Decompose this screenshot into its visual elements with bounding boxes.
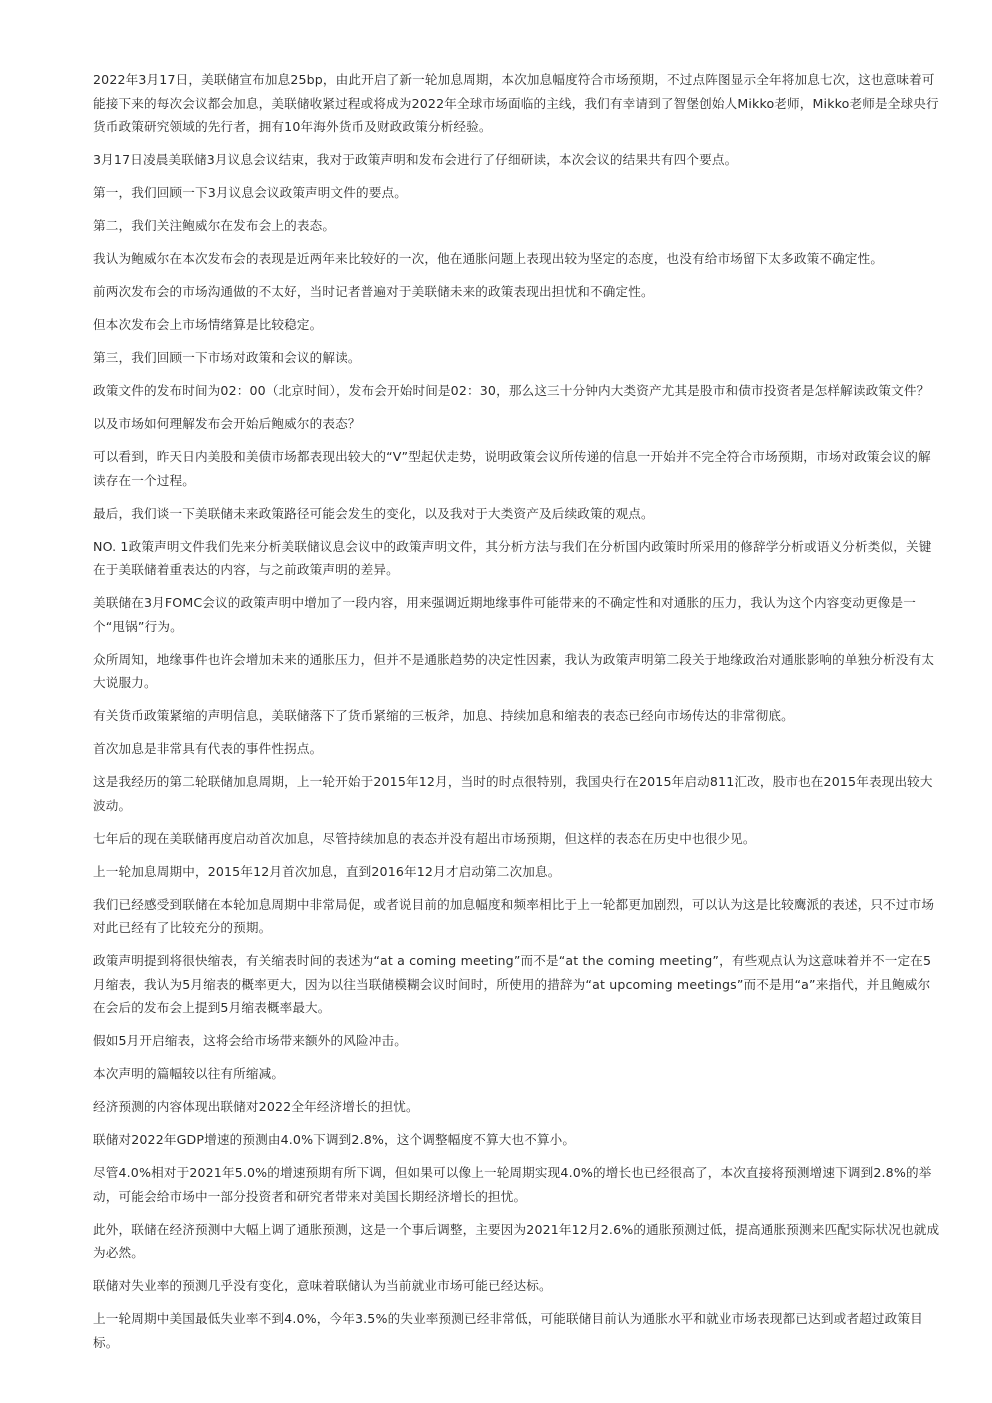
paragraph: 我认为鲍威尔在本次发布会的表现是近两年来比较好的一次，他在通胀问题上表现出较为坚定的态度，也没有给市场留下太多政策不确定性。 xyxy=(93,251,884,266)
paragraph: 最后，我们谈一下美联储未来政策路径可能会发生的变化，以及我对于大类资产及后续政策的观点。 xyxy=(93,505,654,521)
paragraph: 此外，联储在经济预测中大幅上调了通胀预测，这是一个事后调整，主要因为2021年12月2.6%的通胀预测过低，提高通胀预测来匹配实际状况也就成为必然。 xyxy=(93,1221,940,1260)
paragraph: 尽管4.0%相对于2021年5.0%的增速预期有所下调，但如果可以像上一轮周期实现4.0%的增长也已经很高了，本次直接将预测增速下调到2.8%的举动，可能会给市场中一部分投资者和研究者带来对美国长期经济增长的担忧。 xyxy=(93,1165,932,1204)
paragraph: 政策声明提到将很快缩表，有关缩表时间的表述为“at a coming meeting”而不是“at the coming meeting”，有些观点认为这意味着并不一定在5月缩表，我认为5月缩表的概率更大，因为以往当联储模糊会议时间时，所使用的措辞为“at upcoming meetings”而不是用“a”来指代，并且鲍威尔在会后的发布会上提到5月缩表概率最大。 xyxy=(93,953,932,1015)
paragraph: 3月17日凌晨美联储3月议息会议结束，我对于政策声明和发布会进行了仔细研读，本次会议的结果共有四个要点。 xyxy=(93,152,738,167)
paragraph: 这是我经历的第二轮联储加息周期，上一轮开始于2015年12月，当时的时点很特别，我国央行在2015年启动811汇改，股市也在2015年表现出较大波动。 xyxy=(93,774,933,813)
paragraph: 上一轮周期中美国最低失业率不到4.0%，今年3.5%的失业率预测已经非常低，可能联储目前认为通胀水平和就业市场表现都已达到或者超过政策目标。 xyxy=(93,1311,923,1350)
paragraph: 美联储在3月FOMC会议的政策声明中增加了一段内容，用来强调近期地缘事件可能带来的不确定性和对通胀的压力，我认为这个内容变动更像是一个“甩锅”行为。 xyxy=(93,595,916,634)
paragraph: 七年后的现在美联储再度启动首次加息，尽管持续加息的表态并没有超出市场预期，但这样的表态在历史中也很少见。 xyxy=(93,830,756,846)
paragraph: 第二，我们关注鲍威尔在发布会上的表态。 xyxy=(93,218,336,233)
paragraph: 但本次发布会上市场情绪算是比较稳定。 xyxy=(93,317,323,332)
paragraph: 首次加息是非常具有代表的事件性拐点。 xyxy=(93,741,323,756)
paragraph: 有关货币政策紧缩的声明信息，美联储落下了货币紧缩的三板斧，加息、持续加息和缩表的表态已经向市场传达的非常彻底。 xyxy=(93,708,794,723)
paragraph: 联储对2022年GDP增速的预测由4.0%下调到2.8%，这个调整幅度不算大也不算小。 xyxy=(93,1132,576,1147)
paragraph: 假如5月开启缩表，这将会给市场带来额外的风险冲击。 xyxy=(93,1033,408,1048)
paragraph: 以及市场如何理解发布会开始后鲍威尔的表态？ xyxy=(93,416,361,431)
paragraph-intro: 2022年3月17日，美联储宣布加息25bp，由此开启了新一轮加息周期，本次加息幅度符合市场预期，不过点阵图显示全年将加息七次，这也意味着可能接下来的每次会议都会加息，美联储收紧过程或将成为2022年全球市场面临的主线，我们有幸请到了智堡创始人Mikko老师，Mikko老师是全球央行货币政策研究领域的先行者，拥有10年海外货币及财政政策分析经验。 xyxy=(93,72,939,134)
paragraph: 可以看到，昨天日内美股和美债市场都表现出较大的“V”型起伏走势，说明政策会议所传递的信息一开始并不完全符合市场预期，市场对政策会议的解读存在一个过程。 xyxy=(93,449,931,488)
paragraph: 前两次发布会的市场沟通做的不太好，当时记者普遍对于美联储未来的政策表现出担忧和不确定性。 xyxy=(93,284,654,299)
paragraph: 本次声明的篇幅较以往有所缩减。 xyxy=(93,1066,285,1081)
paragraph: 上一轮加息周期中，2015年12月首次加息，直到2016年12月才启动第二次加息。 xyxy=(93,863,561,879)
paragraph: 政策文件的发布时间为02：00（北京时间），发布会开始时间是02：30，那么这三十分钟内大类资产尤其是股市和债市投资者是怎样解读政策文件？ xyxy=(93,383,930,398)
paragraph: NO. 1政策声明文件我们先来分析美联储议息会议中的政策声明文件，其分析方法与我们在分析国内政策时所采用的修辞学分析或语义分析类似，关键在于美联储着重表达的内容，与之前政策声明的差异。 xyxy=(93,538,932,577)
paragraph: 联储对失业率的预测几乎没有变化，意味着联储认为当前就业市场可能已经达标。 xyxy=(93,1278,552,1293)
paragraph: 经济预测的内容体现出联储对2022全年经济增长的担忧。 xyxy=(93,1099,419,1114)
paragraph: 我们已经感受到联储在本轮加息周期中非常局促，或者说目前的加息幅度和频率相比于上一轮都更加剧烈，可以认为这是比较鹰派的表述，只不过市场对此已经有了比较充分的预期。 xyxy=(93,896,935,935)
article-body xyxy=(93,68,943,1364)
paragraph: 第一，我们回顾一下3月议息会议政策声明文件的要点。 xyxy=(93,185,408,200)
paragraph: 第三，我们回顾一下市场对政策和会议的解读。 xyxy=(93,350,361,365)
paragraph: 众所周知，地缘事件也许会增加未来的通胀压力，但并不是通胀趋势的决定性因素，我认为政策声明第二段关于地缘政治对通胀影响的单独分析没有太大说服力。 xyxy=(93,651,935,690)
